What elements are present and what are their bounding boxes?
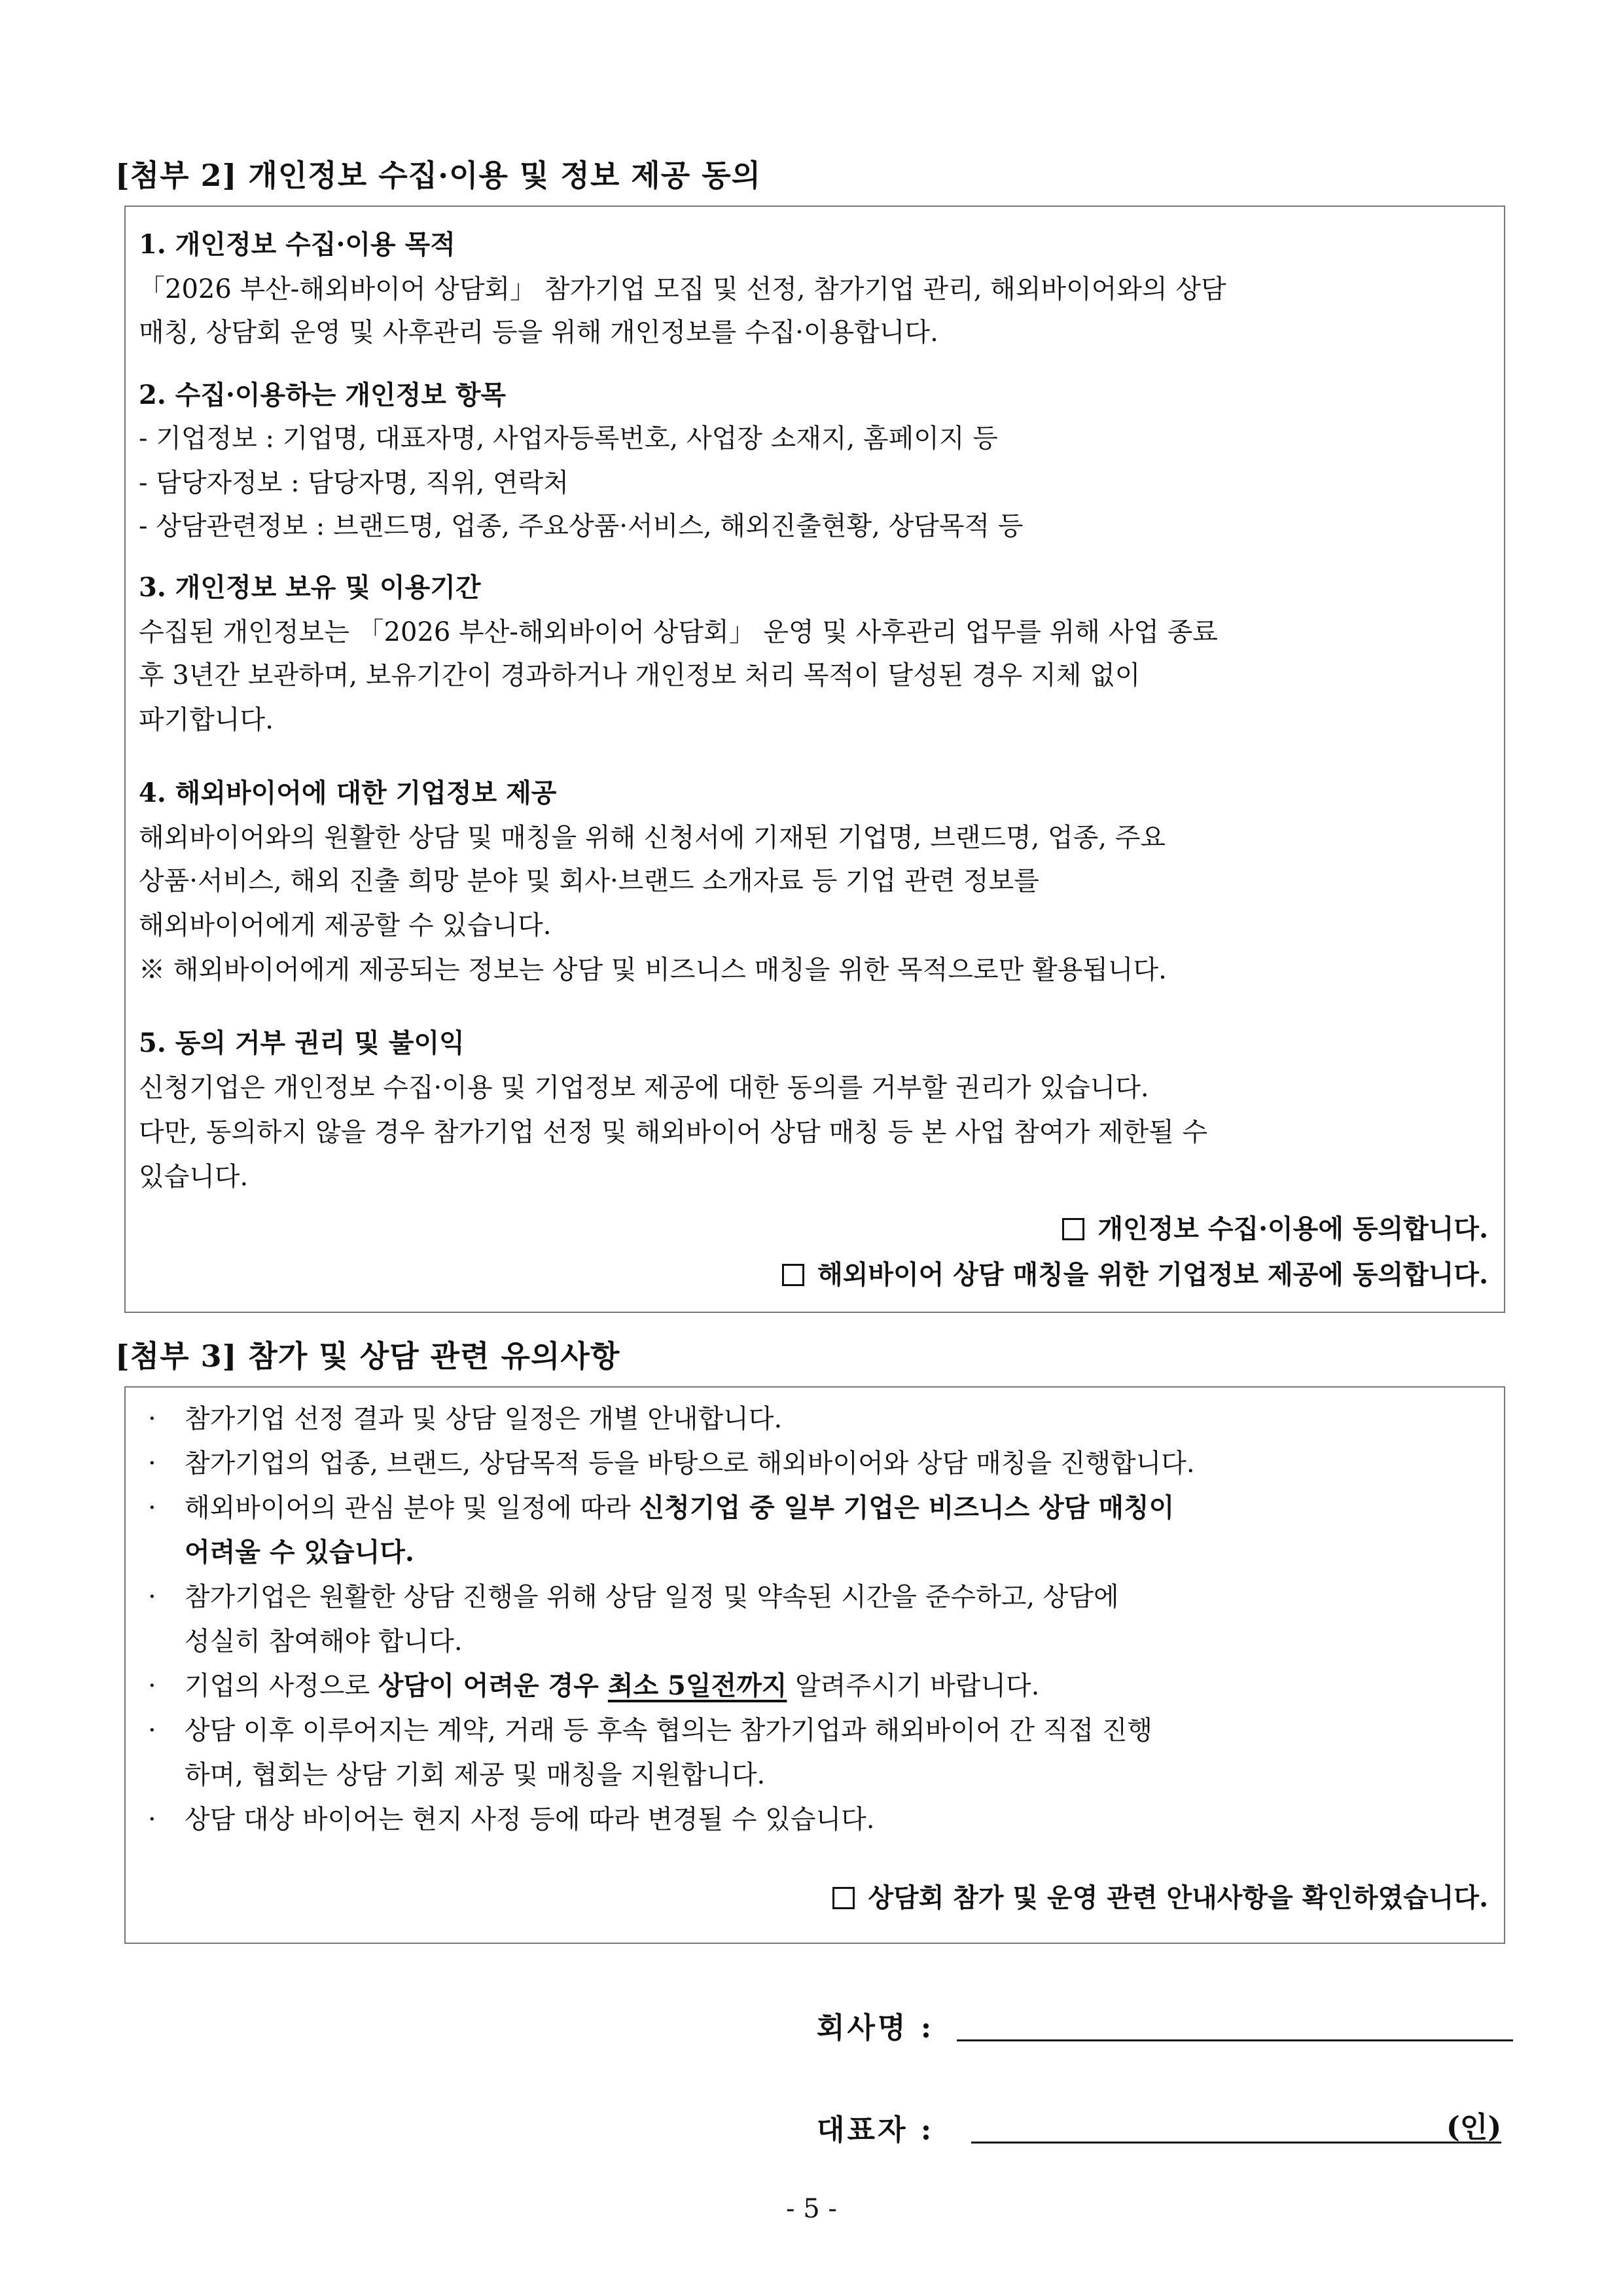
s4-title: 4. 해외바이어에 대한 기업정보 제공 — [139, 778, 557, 808]
s3-title: 3. 개인정보 보유 및 이용기간 — [139, 572, 481, 603]
s4-line-4: ※ 해외바이어에게 제공되는 정보는 상담 및 비즈니스 매칭을 위한 목적으로만 활용됩니다. — [139, 955, 1167, 985]
representative-field[interactable] — [971, 2142, 1501, 2144]
confirm-notice[interactable] — [832, 1882, 1488, 1913]
bullet-2: · — [148, 1448, 156, 1479]
notice-3-cont: 어려울 수 있습니다. — [185, 1537, 414, 1568]
s5-line-2: 다만, 동의하지 않을 경우 참가기업 선정 및 해외바이어 상담 매칭 등 본 사업 참여가 제한될 수 — [139, 1117, 1208, 1147]
consent-personal-info-label: 개인정보 수집·이용에 동의합니다. — [1097, 1213, 1488, 1244]
notice-5-part-a: 기업의 사정으로 — [185, 1671, 378, 1701]
confirm-notice-label: 상담회 참가 및 운영 관련 안내사항을 확인하였습니다. — [868, 1882, 1488, 1913]
bullet-5: · — [148, 1671, 156, 1701]
company-name-label: 회사명 : — [817, 2011, 935, 2045]
s2-line-3: - 상담관련정보 : 브랜드명, 업종, 주요상품·서비스, 해외진출현황, 상담목적 등 — [139, 511, 1024, 541]
attach2-consent-box — [124, 206, 1505, 1313]
s3-line-1: 수집된 개인정보는 「2026 부산-해외바이어 상담회」 운영 및 사후관리 업무를 위해 사업 종료 — [139, 617, 1218, 647]
seal-mark: (인) — [1446, 2111, 1502, 2144]
notice-6-cont: 하며, 협회는 상담 기회 제공 및 매칭을 지원합니다. — [185, 1760, 766, 1790]
s2-title: 2. 수집·이용하는 개인정보 항목 — [139, 380, 507, 410]
s5-line-3: 있습니다. — [139, 1162, 249, 1192]
s3-line-3: 파기합니다. — [139, 705, 274, 735]
notice-3-part-b: 신청기업 중 일부 기업은 비즈니스 상담 매칭이 — [639, 1492, 1175, 1523]
page-number: - 5 - — [786, 2194, 837, 2224]
consent-company-info[interactable] — [782, 1259, 1488, 1290]
notice-2: 참가기업의 업종, 브랜드, 상담목적 등을 바탕으로 해외바이어와 상담 매칭을 진행합니다. — [185, 1448, 1195, 1479]
s2-line-2: - 담당자정보 : 담당자명, 직위, 연락처 — [139, 468, 569, 498]
s1-title: 1. 개인정보 수집·이용 목적 — [139, 229, 455, 260]
bullet-1: · — [148, 1404, 156, 1434]
attach3-heading: [첨부 3] 참가 및 상담 관련 유의사항 — [115, 1338, 620, 1374]
s5-title: 5. 동의 거부 권리 및 불이익 — [139, 1028, 465, 1058]
notice-3 — [185, 1492, 1175, 1523]
notice-5-part-d: 알려주시기 바랍니다. — [787, 1671, 1040, 1701]
bullet-3: · — [148, 1493, 156, 1523]
notice-7: 상담 대상 바이어는 현지 사정 등에 따라 변경될 수 있습니다. — [185, 1804, 875, 1835]
notice-1: 참가기업 선정 결과 및 상담 일정은 개별 안내합니다. — [185, 1404, 783, 1434]
bullet-6: · — [148, 1715, 156, 1746]
company-name-field[interactable] — [957, 2039, 1513, 2041]
attach2-heading: [첨부 2] 개인정보 수집·이용 및 정보 제공 동의 — [115, 158, 762, 193]
consent-personal-info[interactable] — [1062, 1213, 1488, 1244]
notice-6: 상담 이후 이루어지는 계약, 거래 등 후속 협의는 참가기업과 해외바이어 간 직접 진행 — [185, 1715, 1153, 1746]
consent-company-info-checkbox[interactable] — [782, 1264, 804, 1286]
bullet-4: · — [148, 1582, 156, 1612]
s3-line-2: 후 3년간 보관하며, 보유기간이 경과하거나 개인정보 처리 목적이 달성된 경우 지체 없이 — [139, 660, 1141, 691]
bullet-7: · — [148, 1804, 156, 1835]
s5-line-1: 신청기업은 개인정보 수집·이용 및 기업정보 제공에 대한 동의를 거부할 권리가 있습니다. — [139, 1073, 1149, 1103]
notice-3-part-a: 해외바이어의 관심 분야 및 일정에 따라 — [185, 1493, 639, 1523]
notice-4: 참가기업은 원활한 상담 진행을 위해 상담 일정 및 약속된 시간을 준수하고, 상담에 — [185, 1582, 1119, 1612]
s1-line-2: 매칭, 상담회 운영 및 사후관리 등을 위해 개인정보를 수집·이용합니다. — [139, 317, 938, 348]
s1-line-1: 「2026 부산-해외바이어 상담회」 참가기업 모집 및 선정, 참가기업 관리, 해외바이어와의 상담 — [139, 274, 1226, 304]
s4-line-1: 해외바이어와의 원활한 상담 및 매칭을 위해 신청서에 기재된 기업명, 브랜드명, 업종, 주요 — [139, 823, 1166, 853]
consent-company-info-label: 해외바이어 상담 매칭을 위한 기업정보 제공에 동의합니다. — [817, 1259, 1488, 1290]
notice-5-part-c: 최소 5일전까지 — [607, 1670, 787, 1701]
notice-5 — [185, 1670, 1040, 1701]
s4-line-3: 해외바이어에게 제공할 수 있습니다. — [139, 910, 552, 941]
representative-label: 대표자 : — [817, 2113, 935, 2147]
s4-line-2: 상품·서비스, 해외 진출 희망 분야 및 회사·브랜드 소개자료 등 기업 관련 정보를 — [139, 866, 1039, 896]
confirm-notice-checkbox[interactable] — [832, 1887, 855, 1909]
notice-5-part-b: 상담이 어려운 경우 — [378, 1670, 608, 1701]
s2-line-1: - 기업정보 : 기업명, 대표자명, 사업자등록번호, 사업장 소재지, 홈페이지 등 — [139, 423, 998, 454]
consent-personal-info-checkbox[interactable] — [1062, 1218, 1084, 1240]
attach3-notice-box — [124, 1386, 1505, 1944]
notice-4-cont: 성실히 참여해야 합니다. — [185, 1626, 463, 1657]
